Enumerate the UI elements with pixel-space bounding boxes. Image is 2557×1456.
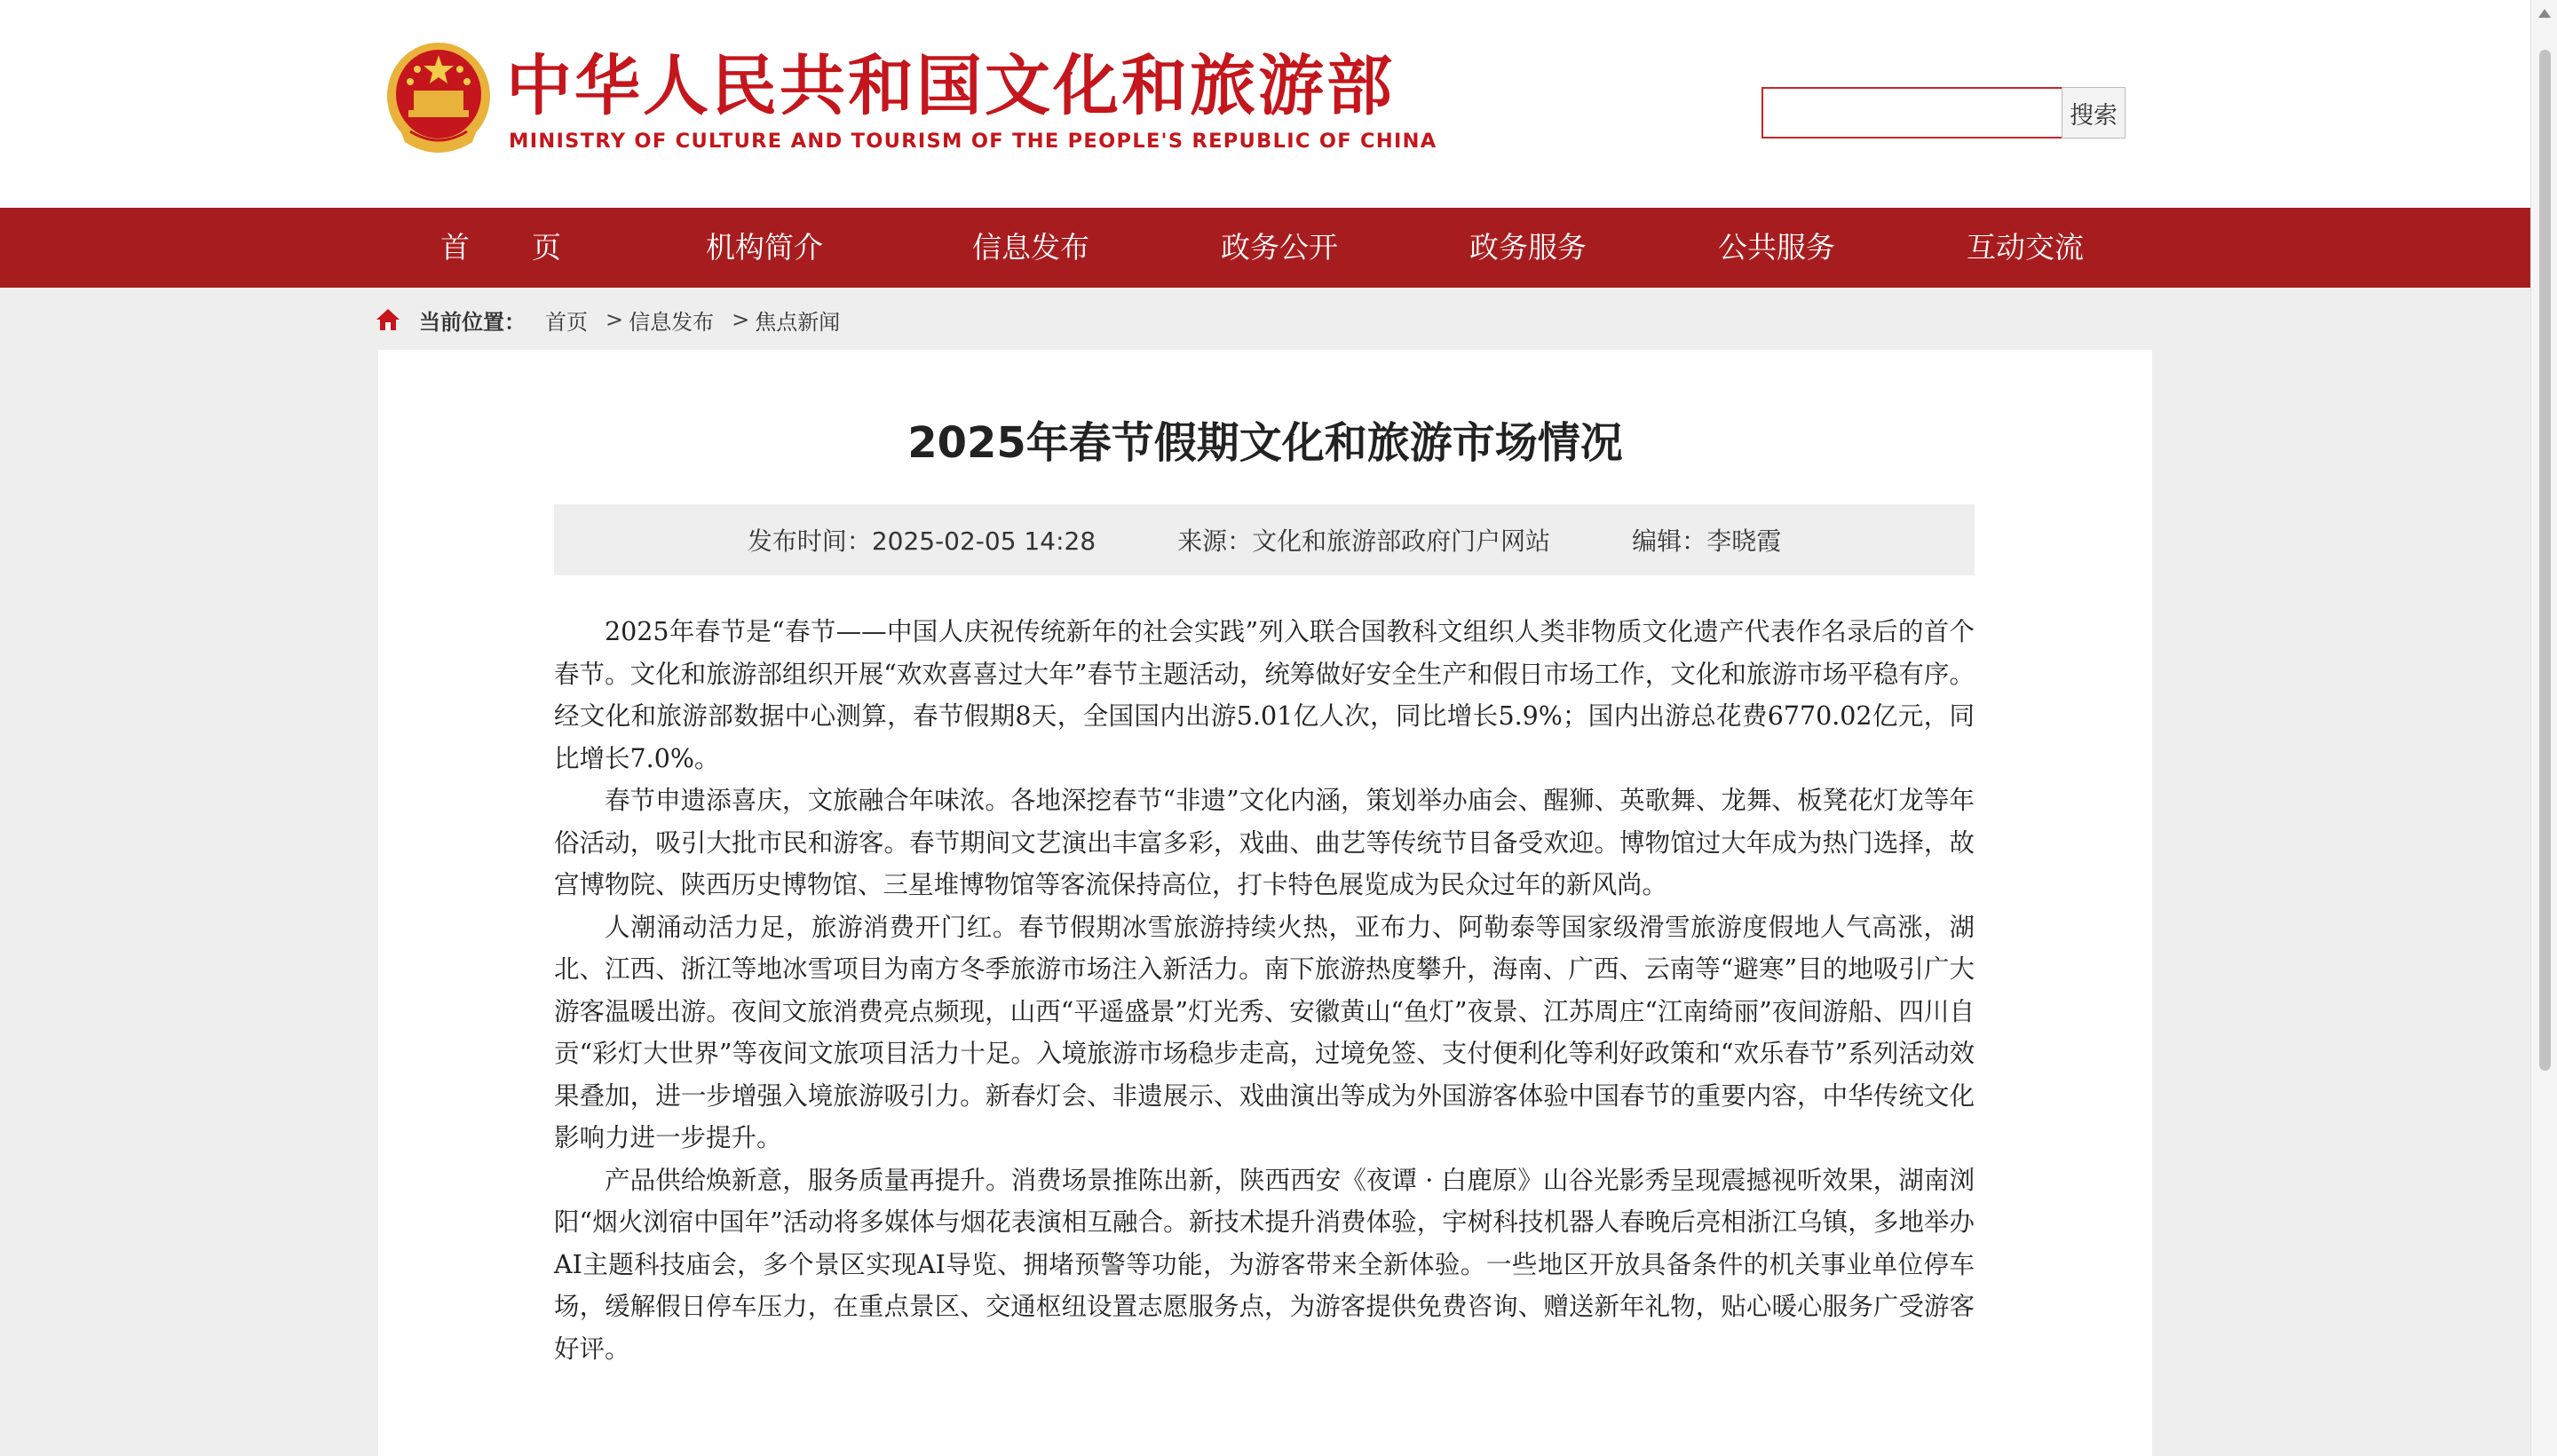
nav-item-government-affairs[interactable]: 政务公开 (1221, 230, 1338, 265)
breadcrumb-label: 当前位置： (419, 309, 526, 335)
article-paragraph: 春节申遗添喜庆，文旅融合年味浓。各地深挖春节“非遗”文化内涵，策划举办庙会、醒狮、英歌舞、龙舞、板凳花灯龙等年俗活动，吸引大批市民和游客。春节期间文艺演出丰富多彩，戏曲、曲艺等传统节目备受欢迎。博物馆过大年成为热门选择，故宫博物院、陕西历史博物馆、三星堆博物馆等客流保持高位，打卡特色展览成为民众过年的新风尚。 (554, 786, 1975, 899)
national-emblem-icon[interactable] (384, 39, 494, 154)
editor-value: 李晓霞 (1706, 526, 1782, 556)
article-paragraph: 产品供给焕新意，服务质量再提升。消费场景推陈出新，陕西西安《夜谭 · 白鹿原》山谷光影秀呈现震撼视听效果，湖南浏阳“烟火浏宿中国年”活动将多媒体与烟花表演相互融合。新技术提升消费体验，宇树科技机器人春晚后亮相浙江乌镇，多地举办AI主题科技庙会，多个景区实现AI导览、拥堵预警等功能，为游客带来全新体验。一些地区开放具备条件的机关事业单位停车场，缓解假日停车压力，在重点景区、交通枢纽设置志愿服务点，为游客提供免费咨询、赠送新年礼物，贴心暖心服务广受游客好评。 (554, 1165, 1975, 1364)
logo-title-en[interactable]: MINISTRY OF CULTURE AND TOURISM OF THE PEOPLE'S REPUBLIC OF CHINA (509, 130, 1437, 153)
article-body (554, 611, 1975, 1370)
nav-item-home[interactable]: 首页 (440, 230, 623, 265)
breadcrumb-home-link[interactable]: 首页 (545, 309, 588, 335)
breadcrumb-focus-news-link[interactable]: 焦点新闻 (755, 309, 841, 335)
main-nav (0, 208, 2530, 288)
publish-time-label: 发布时间： (747, 526, 872, 556)
scrollbar-thumb[interactable] (2539, 50, 2551, 1071)
breadcrumb-news-link[interactable]: 信息发布 (629, 309, 715, 335)
article-source (1177, 522, 1550, 558)
publish-time-value: 2025-02-05 14:28 (871, 526, 1096, 556)
article-meta (554, 504, 1975, 575)
article-editor (1632, 522, 1781, 558)
breadcrumb (375, 300, 840, 339)
publish-time (748, 522, 1096, 558)
nav-item-news[interactable]: 信息发布 (972, 230, 1089, 265)
home-icon (375, 306, 401, 333)
search-button[interactable]: 搜索 (2062, 87, 2126, 138)
article-title: 2025年春节假期文化和旅游市场情况 (907, 418, 1623, 468)
site-header (0, 0, 2557, 208)
scroll-up-arrow-icon[interactable] (2538, 9, 2551, 18)
breadcrumb-separator: > (732, 307, 750, 332)
logo-title-cn[interactable]: 中华人民共和国文化和旅游部 (506, 48, 1395, 124)
nav-item-about[interactable]: 机构简介 (706, 230, 823, 265)
breadcrumb-separator: > (606, 307, 624, 332)
page-scrollbar[interactable] (2530, 0, 2557, 1456)
source-value: 文化和旅游部政府门户网站 (1252, 526, 1551, 556)
nav-item-interaction[interactable]: 互动交流 (1967, 230, 2084, 265)
article-paragraph: 人潮涌动活力足，旅游消费开门红。春节假期冰雪旅游持续火热，亚布力、阿勒泰等国家级滑雪旅游度假地人气高涨，湖北、江西、浙江等地冰雪项目为南方冬季旅游市场注入新活力。南下旅游热度攀升，海南、广西、云南等“避寒”目的地吸引广大游客温暖出游。夜间文旅消费亮点频现，山西“平遥盛景”灯光秀、安徽黄山“鱼灯”夜景、江苏周庄“江南绮丽”夜间游船、四川自贡“彩灯大世界”等夜间文旅项目活力十足。入境旅游市场稳步走高，过境免签、支付便利化等利好政策和“欢乐春节”系列活动效果叠加，进一步增强入境旅游吸引力。新春灯会、非遗展示、戏曲演出等成为外国游客体验中国春节的重要内容，中华传统文化影响力进一步提升。 (554, 912, 1975, 1152)
editor-label: 编辑： (1632, 526, 1707, 556)
article-paragraph: 2025年春节是“春节——中国人庆祝传统新年的社会实践”列入联合国教科文组织人类非物质文化遗产代表作名录后的首个春节。文化和旅游部组织开展“欢欢喜喜过大年”春节主题活动，统筹做好安全生产和假日市场工作，文化和旅游市场平稳有序。经文化和旅游部数据中心测算，春节假期8天，全国国内出游5.01亿人次，同比增长5.9%；国内出游总花费6770.02亿元，同比增长7.0%。 (554, 617, 1975, 773)
nav-item-public-services[interactable]: 公共服务 (1718, 230, 1835, 265)
article-card (378, 350, 2152, 1456)
nav-item-government-services[interactable]: 政务服务 (1469, 230, 1587, 265)
source-label: 来源： (1177, 526, 1253, 556)
search-input[interactable] (1761, 87, 2063, 138)
